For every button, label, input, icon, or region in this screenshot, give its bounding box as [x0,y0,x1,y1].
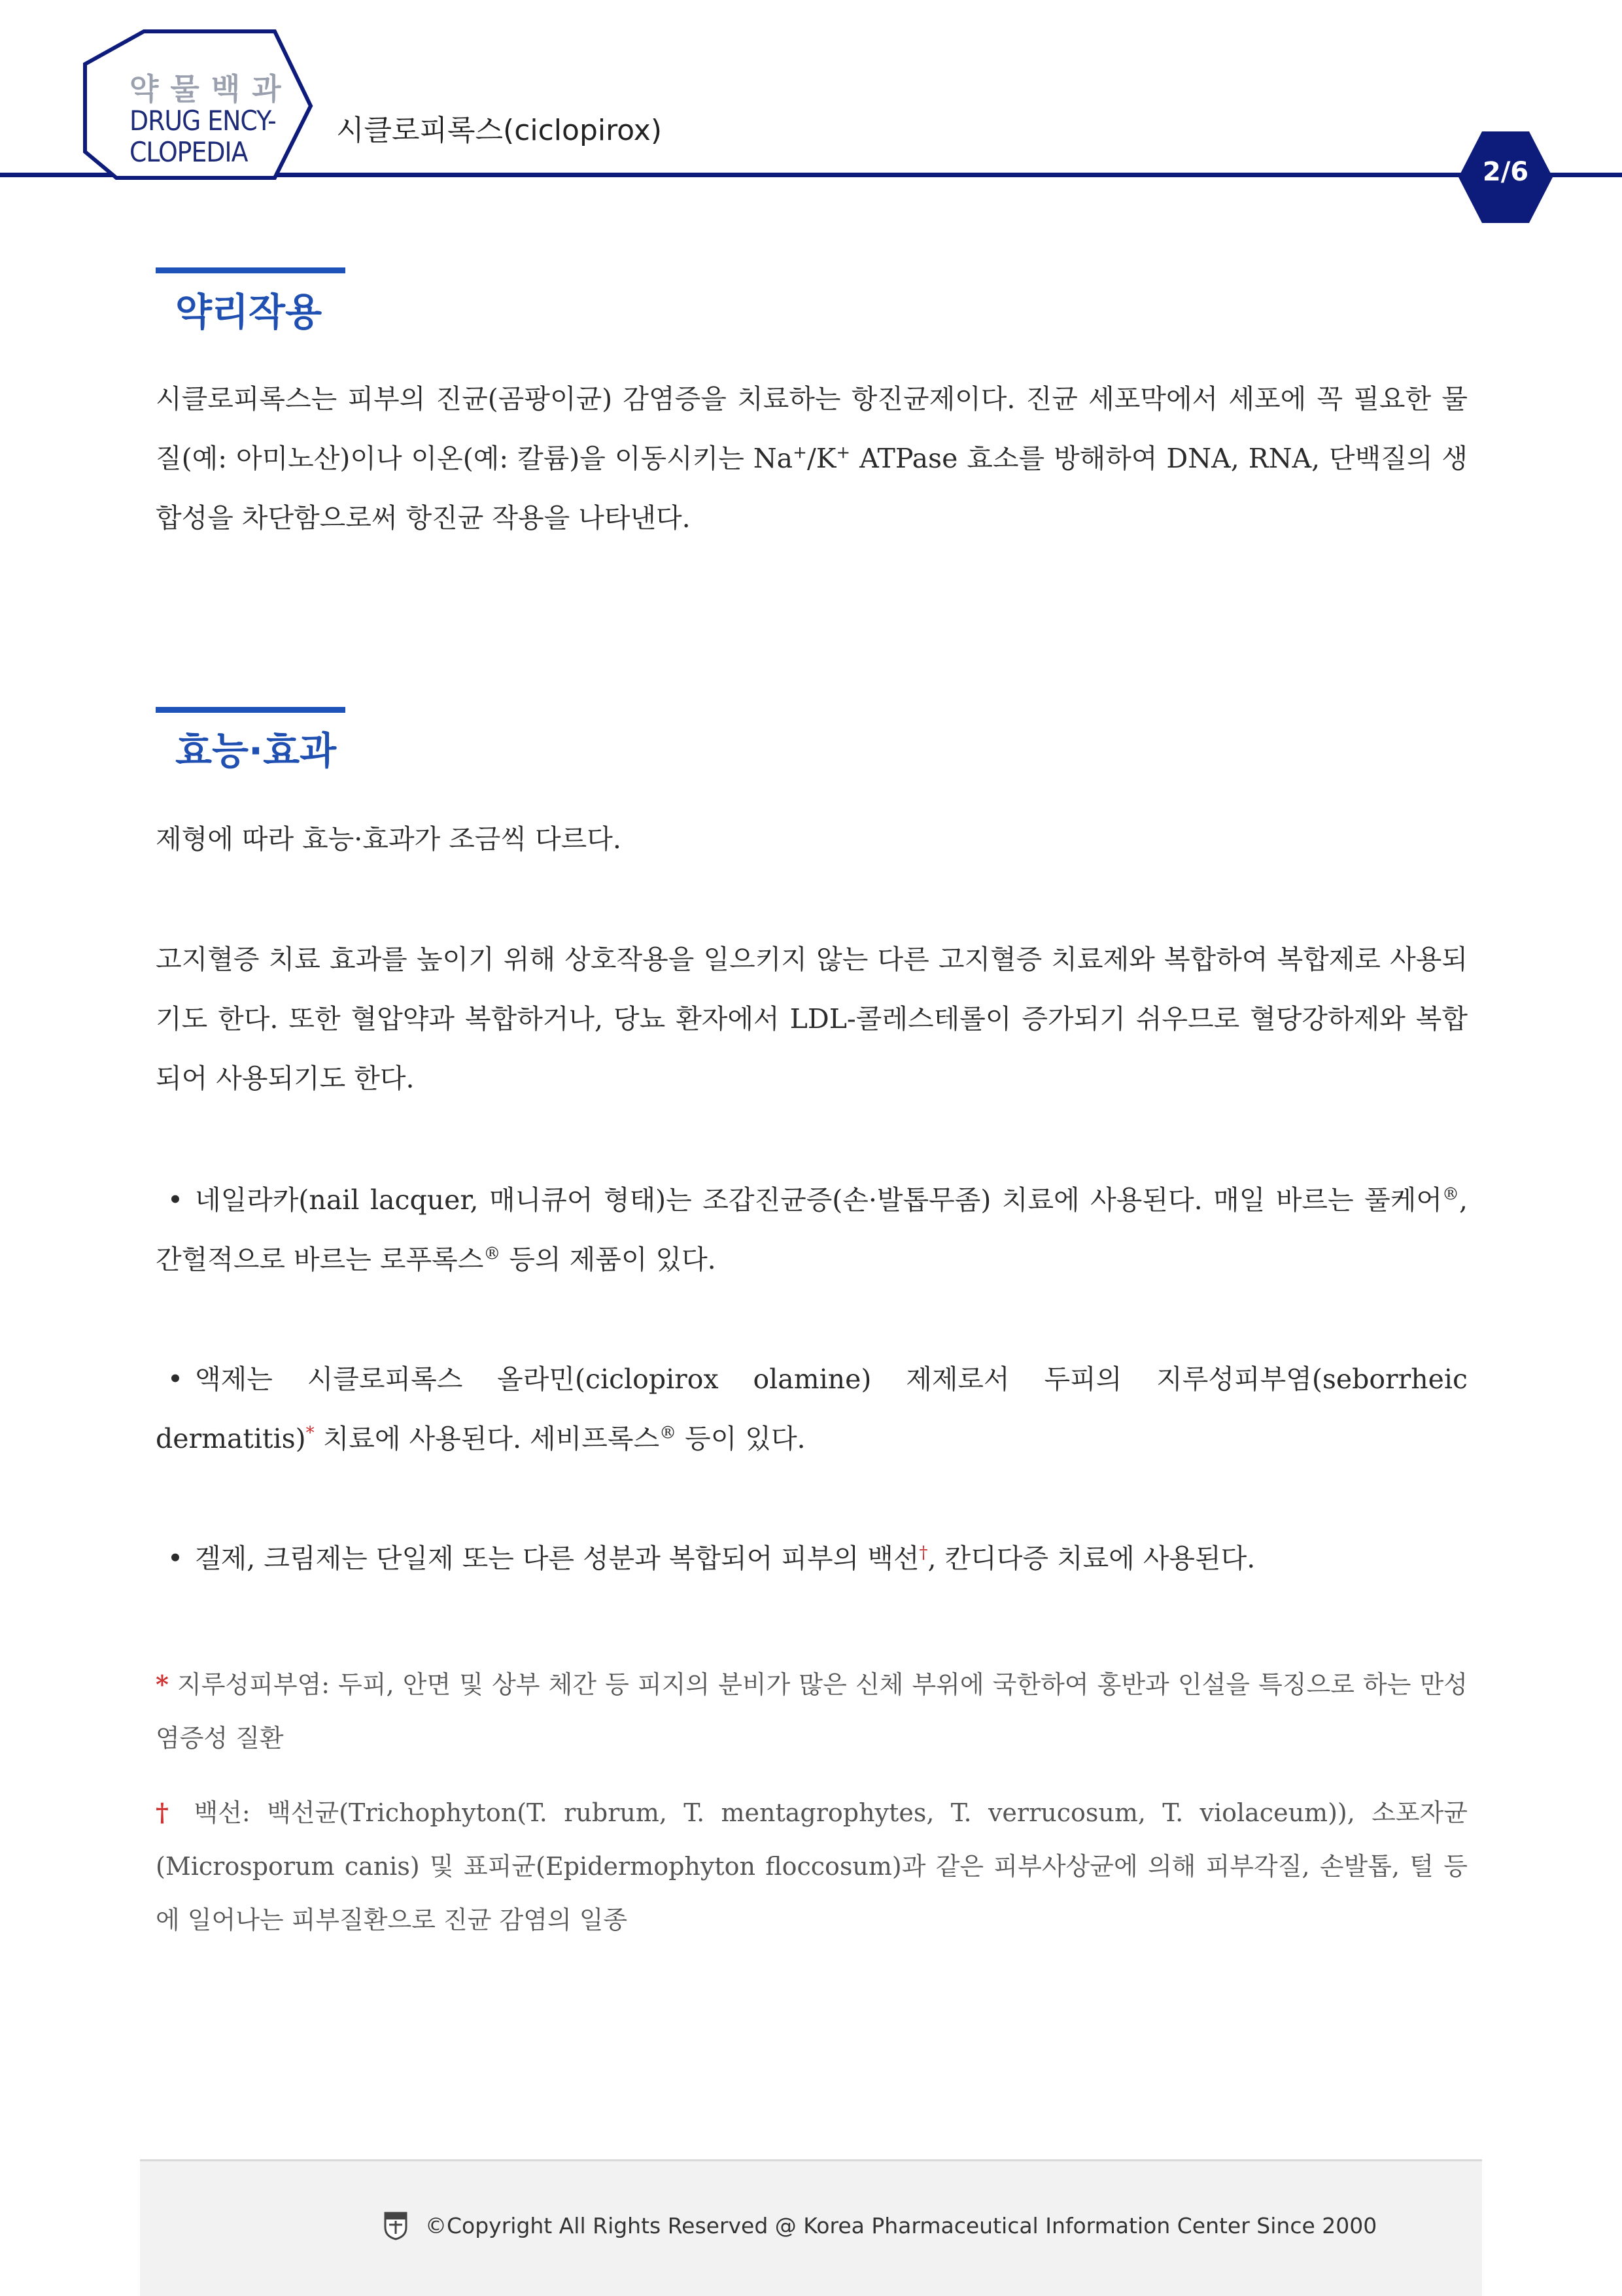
page-indicator: 2/6 [1482,157,1529,187]
footnote-2-text: 백선: 백선균(Trichophyton(T. rubrum, T. mentagrophytes, T. verrucosum, T. violaceum)), 소포자균(Microsporum canis) 및 표피균(Epidermophyton floccosum)과 같은 피부사상균에 의해 피부각질, 손발톱, 털 등에 일어나는 피부질환으로 진균 감염의 일종 [156,1798,1468,1934]
logo-korean-text: 약물백과 [129,71,293,107]
registered-mark: ® [659,1423,677,1443]
pharmacology-paragraph [156,369,1468,548]
logo-english-line1: DRUG ENCY- [129,105,276,137]
superscript-plus: + [836,443,851,463]
bullet-gel-cream [156,1529,1468,1588]
bullet-solution [156,1350,1468,1469]
bullet-dot: • [167,1363,184,1395]
section-accent-bar [156,707,345,713]
bullet1-text-a: 네일라카(nail lacquer, 매니큐어 형태)는 조갑진균증(손·발톱무좀) 치료에 사용된다. 매일 바르는 풀케어 [195,1184,1442,1216]
section-accent-bar [156,267,345,273]
section-title-efficacy: 효능·효과 [175,728,337,773]
footnote-mark-asterisk: * [156,1670,169,1699]
document-title: 시클로피록스(ciclopirox) [336,114,662,147]
footnote-1-text: 지루성피부염: 두피, 안면 및 상부 체간 등 피지의 분비가 많은 신체 부위에 국한하여 홍반과 인설을 특징으로 하는 만성 염증성 질환 [156,1670,1468,1753]
footnote-asterisk: * [305,1423,315,1443]
bullet2-text-b: 치료에 사용된다. 세비프록스 [314,1423,660,1454]
footnote-tinea [156,1786,1468,1947]
footnote-seborrheic [156,1658,1468,1765]
bullet3-text-b: , 칸디다증 치료에 사용된다. [927,1543,1256,1574]
efficacy-paragraph: 고지혈증 치료 효과를 높이기 위해 상호작용을 일으키지 않는 다른 고지혈증 치료제와 복합하여 복합제로 사용되기도 한다. 또한 혈압약과 복합하거나, 당뇨 환자에서 LDL-콜레스테롤이 증가되기 쉬우므로 혈당강하제와 복합되어 사용되기도 한다. [156,944,1468,1094]
bullet3-text-a: 겔제, 크림제는 단일제 또는 다른 성분과 복합되어 피부의 백선 [195,1543,920,1574]
footnote-dagger: † [919,1543,928,1563]
bullet-dot: • [167,1184,184,1216]
crest-logo-icon [383,2210,409,2240]
bullet-dot: • [167,1543,184,1574]
efficacy-intro: 제형에 따라 효능·효과가 조금씩 다르다. [156,823,621,855]
copyright-text: ©Copyright All Rights Reserved @ Korea Pharmaceutical Information Center Since 2000 [425,2213,1377,2238]
bullet1-text-b: , 간헐적으로 바르는 로푸록스 [156,1184,1468,1275]
bullet2-text-a: 액제는 시클로피록스 올라민(ciclopirox olamine) 제제로서 두피의 지루성피부염(seborrheic dermatitis) [156,1363,1468,1454]
superscript-plus: + [793,443,807,463]
pharmacology-text-2: ATPase 효소를 방해하여 DNA, RNA, 단백질의 생합성을 차단함으로써 항진균 작용을 나타낸다. [156,443,1468,534]
registered-mark: ® [1441,1184,1459,1205]
pharmacology-text-1: 시클로피록스는 피부의 진균(곰팡이균) 감염증을 치료하는 항진균제이다. 진균 세포막에서 세포에 꼭 필요한 물질(예: 아미노산)이나 이온(예: 칼륨)을 이동시키는 Na [156,383,1468,474]
footnote-mark-dagger: † [156,1798,178,1827]
pharmacology-text-k: /K [806,443,837,474]
registered-mark: ® [483,1244,501,1264]
bullet-nail-lacquer [156,1171,1468,1290]
logo-english-line2: CLOPEDIA [129,136,248,168]
bullet2-text-c: 등이 있다. [676,1423,806,1454]
bullet1-text-c: 등의 제품이 있다. [500,1244,716,1275]
section-title-pharmacology: 약리작용 [175,290,322,334]
